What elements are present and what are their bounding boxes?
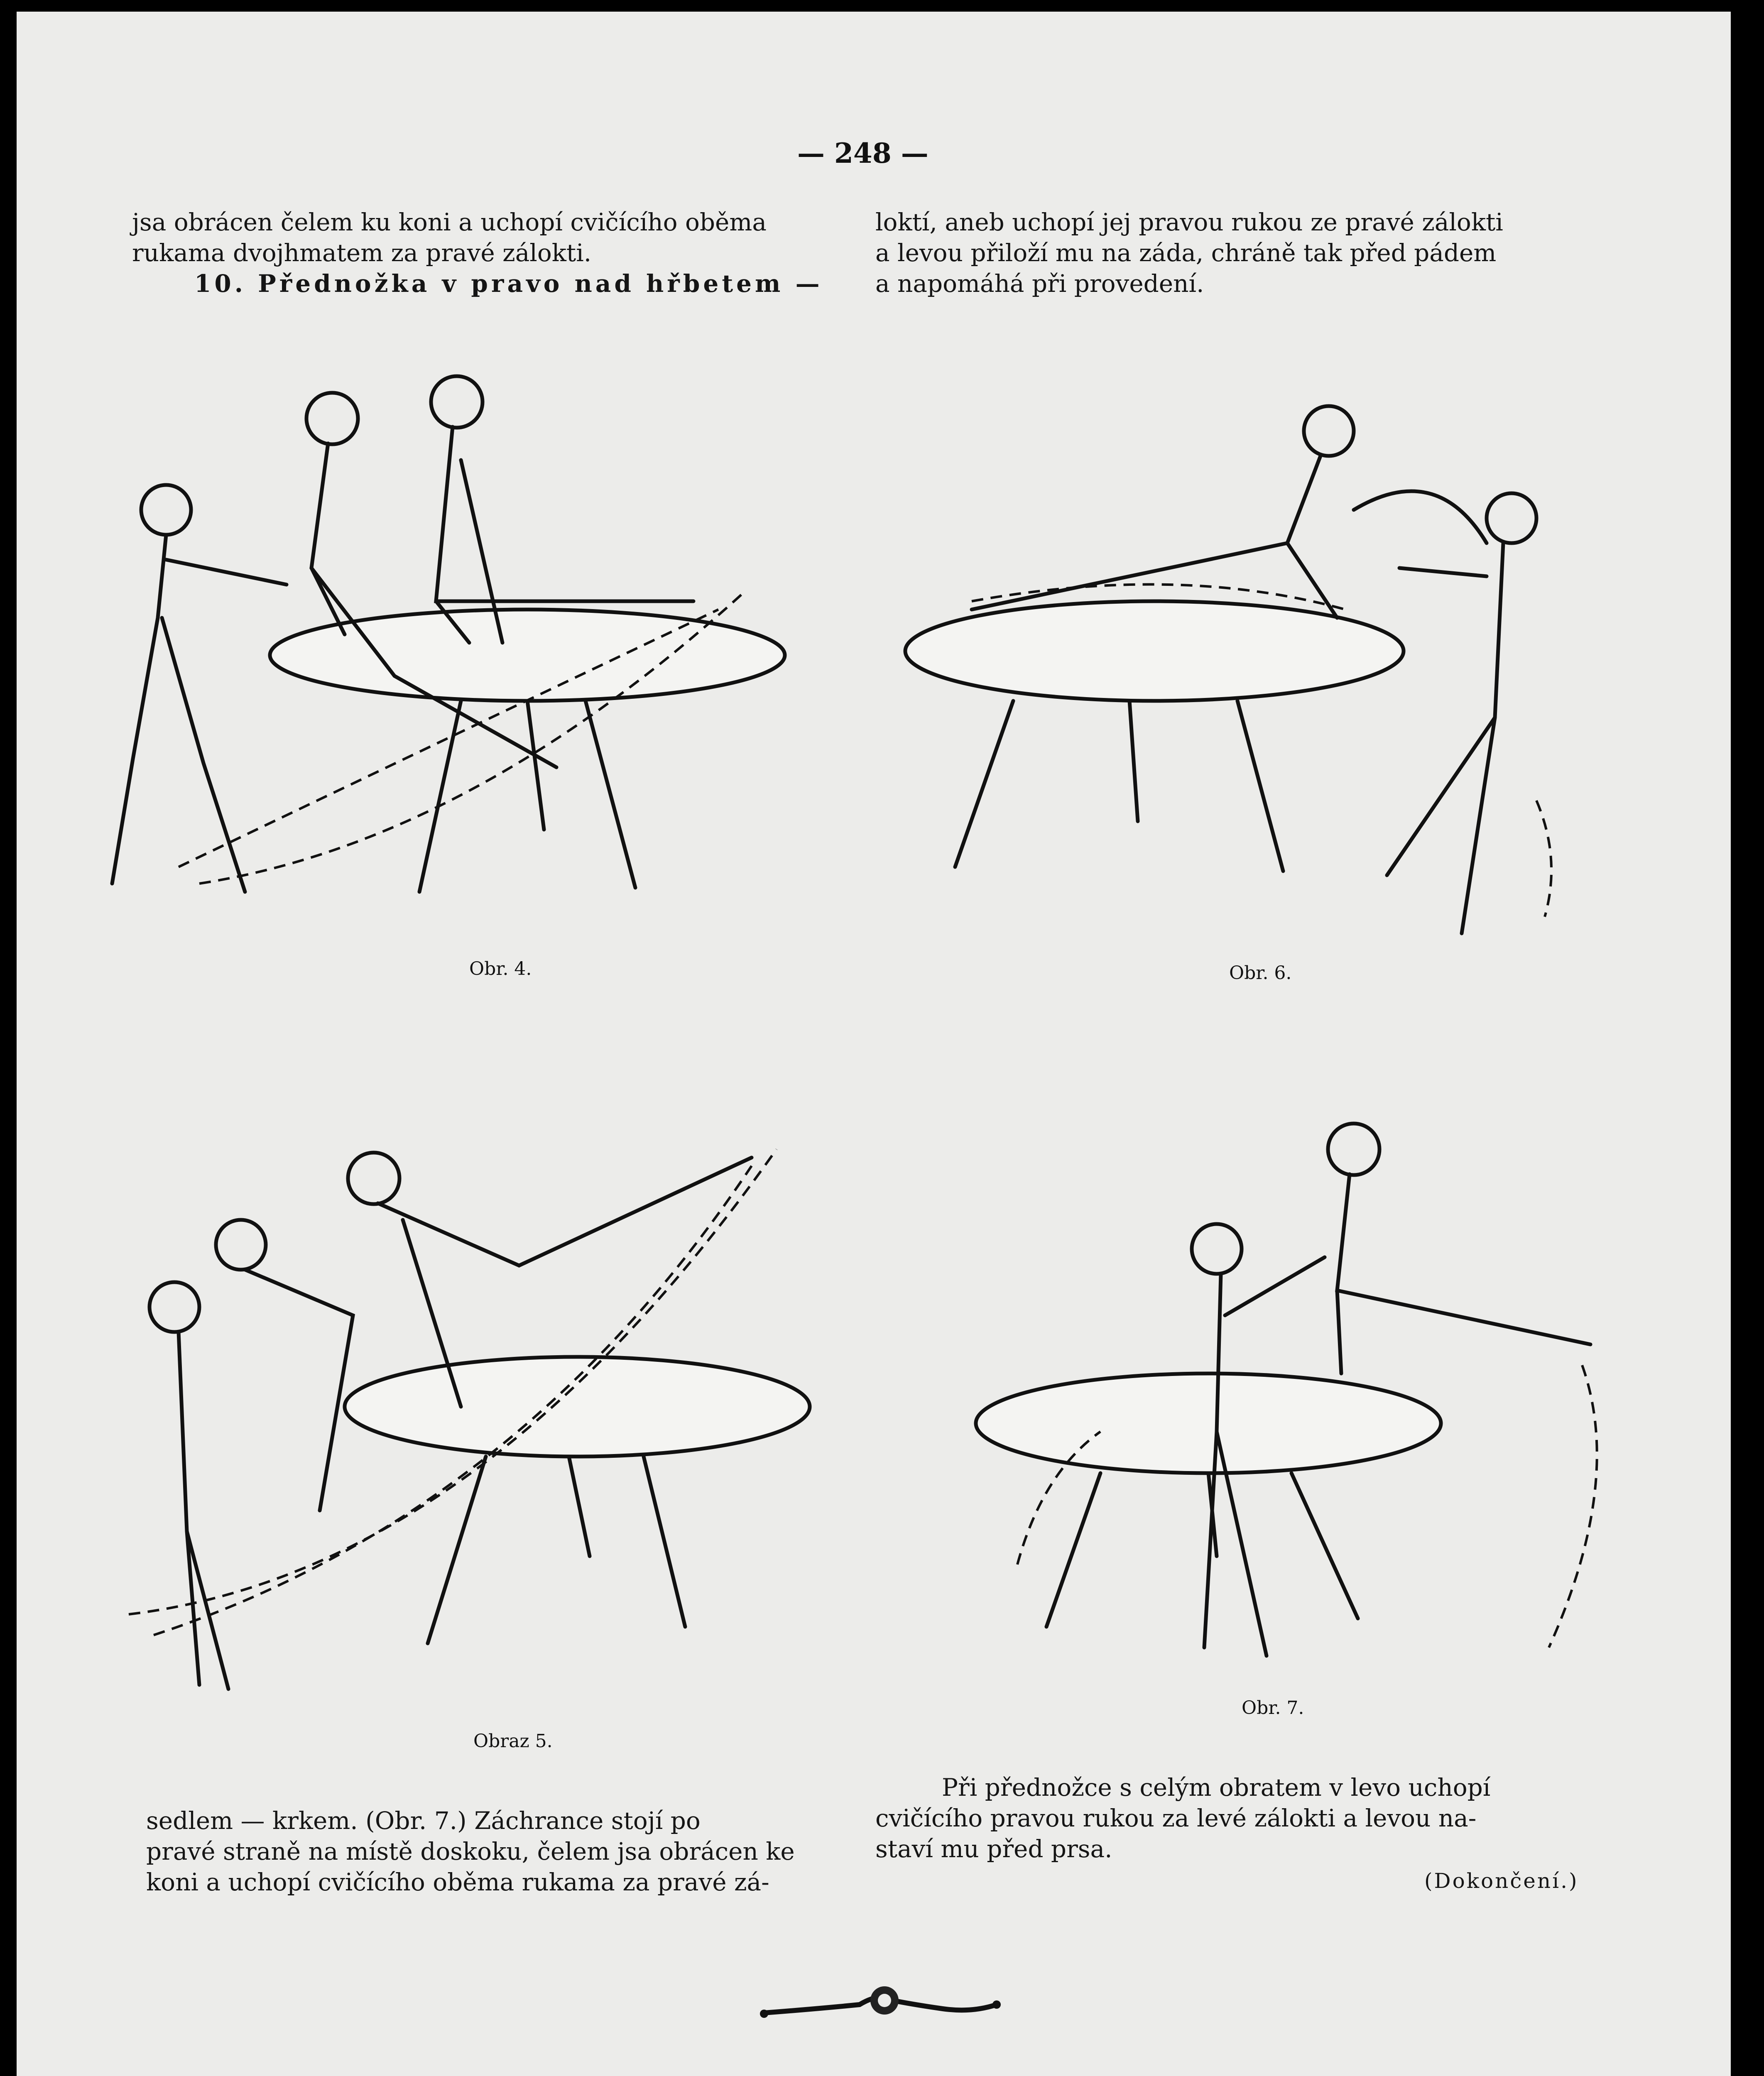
figure-5-caption: Obraz 5. — [473, 1731, 553, 1752]
page-number: — 248 — — [797, 137, 929, 169]
bottom-right-column — [875, 1772, 1623, 1864]
figure-7-illustration — [918, 1108, 1607, 1689]
continuation-note: (Dokončení.) — [1424, 1869, 1579, 1893]
page — [17, 12, 1731, 2076]
top-left-column — [132, 207, 871, 299]
bottom-left-column — [146, 1805, 881, 1897]
text-line: cvičícího pravou rukou za levé zálokti a levou na- — [875, 1804, 1477, 1832]
figure-5-illustration — [104, 1116, 835, 1706]
text-line: pravé straně na místě doskoku, čelem jsa obrácen ke — [146, 1837, 795, 1865]
top-right-column — [875, 207, 1615, 299]
text-line: a napomáhá při provedení. — [875, 269, 1204, 298]
section-heading: 10. Přednožka v pravo nad hřbetem — — [194, 269, 823, 298]
figure-4-caption: Obr. 4. — [469, 958, 532, 979]
text-line: a levou přiloží mu na záda, chráně tak před pádem — [875, 239, 1497, 267]
text-line: rukama dvojhmatem za pravé zálokti. — [132, 239, 592, 267]
text-line: staví mu před prsa. — [875, 1835, 1112, 1863]
figure-6-illustration — [889, 385, 1595, 958]
figure-4-illustration — [96, 352, 801, 942]
ornament-icon — [756, 1976, 1005, 2034]
text-line: koni a uchopí cvičícího oběma rukama za pravé zá- — [146, 1868, 769, 1896]
text-line: loktí, aneb uchopí jej pravou rukou ze pravé zálokti — [875, 208, 1503, 236]
figure-6-caption: Obr. 6. — [1229, 962, 1292, 984]
text-line: sedlem — krkem. (Obr. 7.) Záchrance stojí po — [146, 1807, 701, 1835]
text-line: jsa obrácen čelem ku koni a uchopí cvičícího oběma — [132, 208, 767, 236]
figure-7-caption: Obr. 7. — [1242, 1697, 1304, 1719]
text-line: Při přednožce s celým obratem v levo uchopí — [942, 1773, 1491, 1802]
